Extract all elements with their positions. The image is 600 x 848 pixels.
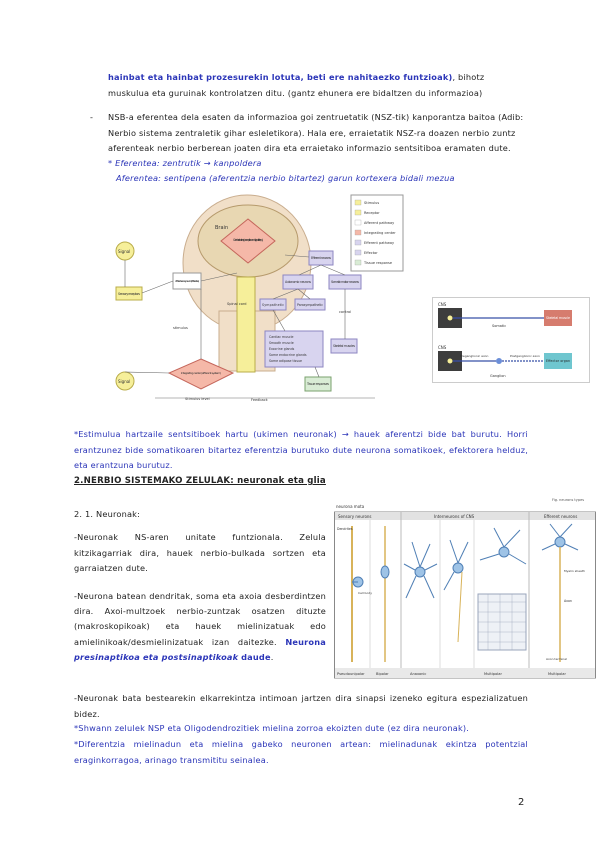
control-label: control bbox=[339, 310, 352, 314]
legend-item: Tissue response bbox=[364, 261, 393, 265]
cns-cell-2 bbox=[448, 359, 453, 364]
effector-organ-label: Effector organ bbox=[546, 359, 570, 363]
cns-cell bbox=[448, 316, 453, 321]
ganglion-cell bbox=[496, 358, 502, 364]
neuron-type-label: Multipolar bbox=[548, 672, 566, 676]
cns-label: CNS bbox=[438, 302, 447, 307]
cns-label-2: CNS bbox=[438, 345, 447, 350]
target-item: Exocrine glands bbox=[269, 347, 295, 351]
feedback-label: Feedback bbox=[251, 398, 268, 402]
signal-top-label: Signal bbox=[118, 249, 131, 254]
neuron-type-label: Multipolar bbox=[484, 672, 502, 676]
column-header: Sensory neurons bbox=[338, 514, 372, 519]
spinal-cord-label: Spinal cord bbox=[227, 302, 247, 306]
target-item: Smooth muscle bbox=[269, 341, 294, 345]
column-header: Efferent neurons bbox=[544, 514, 578, 519]
legend-swatch bbox=[355, 240, 361, 245]
skeletal-muscles-label: Skeletal muscles bbox=[333, 344, 355, 348]
somatic-motor-label: Somatic motor neurons bbox=[331, 280, 359, 284]
page-number: 2 bbox=[518, 797, 525, 808]
autonomic-neurons-label: Autonomic neurons bbox=[285, 280, 311, 284]
target-item: Some adipose tissue bbox=[269, 359, 302, 363]
column-header: Interneurons of CNS bbox=[434, 514, 475, 519]
neuron-type-label: Bipolar bbox=[376, 672, 389, 676]
part-label: Myelin sheath bbox=[564, 569, 585, 573]
nsb-note-afferent: Aferentea: sentipena (aferentzia nerbio bitartez) garun kortexera bidali mezua bbox=[116, 173, 455, 183]
stimulus-label-left: stimulus bbox=[173, 326, 188, 330]
preganglionic-label: Preganglionic axon bbox=[460, 354, 489, 358]
part-label: Axon bbox=[564, 599, 572, 603]
section-heading: 2.NERBIO SISTEMAKO ZELULAK: neuronak eta glia bbox=[74, 476, 326, 486]
neuron-label: Neurona bbox=[285, 636, 326, 647]
figure2-top-right-note: Fig. neurons types bbox=[552, 498, 585, 502]
brain-center-text: Cerebral cortex (perception and signal interp.) bbox=[233, 238, 264, 242]
efferent-neurons-label: Efferent neurons bbox=[311, 256, 331, 260]
paragraph-neurons-unit: -Neuronak NS-aren unitate funtzionala. Zelula kitzikagarriak dira, hauek nerbio-bulkada sortzen eta garraiatzen dute. bbox=[74, 532, 326, 573]
legend-item: Effector bbox=[364, 251, 378, 255]
paragraph-myelin-difference: *Diferentzia mielinadun eta mielina gabeko neuronen artean: mielinadunak ekintza potentzial eraginkorragoa, arinago transmititu seinalea. bbox=[74, 739, 528, 765]
legend-item: Stimulus bbox=[364, 201, 380, 205]
figure2-frame bbox=[335, 512, 596, 678]
target-item: Some endocrine glands bbox=[269, 353, 307, 357]
target-item: Cardiac muscle bbox=[269, 335, 294, 339]
pathway-panel-diagram bbox=[432, 297, 590, 383]
integrating-center-bottom-label: Integrating center (efferent system) bbox=[181, 371, 221, 375]
part-label: Cell body bbox=[358, 591, 372, 595]
figure2-corner-label: neurona mota bbox=[336, 504, 365, 509]
tissue-responses-label: Tissue responses bbox=[307, 382, 329, 386]
paragraph-synapse: -Neuronak bata bestearekin elkarrekintza intimoan jartzen dira sinapsi izeneko egitura espezializatuen bidez. bbox=[74, 693, 528, 719]
afferent-neuron-label: Afferent sensory neuron (afferentes) bbox=[175, 279, 200, 283]
neuron-types-diagram bbox=[334, 498, 596, 680]
legend-swatch bbox=[355, 210, 361, 215]
legend-item: Integrating center bbox=[364, 231, 396, 235]
pre-post-synaptic: presinaptikoa eta postsinaptikoak bbox=[74, 651, 239, 662]
paragraph-neuron-parts: -Neurona batean dendritak, soma eta axoia desberdintzen dira. Axoi-multzoek nerbio-zuntzak osatzen dituzte (makroskopikoak) eta hauek mielinizatuak edo amielinikoak/desmielinizatuak izan daitezke. Neurona presinaptikoa eta postsinaptikoak daude. bbox=[74, 591, 326, 662]
brain-label: Brain bbox=[215, 225, 229, 231]
parasympathetic-label: Parasympathetic bbox=[297, 303, 323, 307]
nsb-note-efferent: * Eferentea: zentrutik → kanpoldera bbox=[108, 158, 262, 168]
legend-swatch bbox=[355, 230, 361, 235]
neuron-daude: daude bbox=[241, 651, 271, 662]
legend-swatch bbox=[355, 250, 361, 255]
neuron-type-label: Anaxonic bbox=[410, 672, 427, 676]
nervous-system-diagram bbox=[115, 193, 407, 405]
part-label: Axon terminal bbox=[546, 657, 567, 661]
intro-black-text: , bihotz muskulua eta guruinak kontrolatzen ditu. (gantz ehunera ere bidaltzen du informazioa) bbox=[108, 72, 485, 98]
signal-bottom-label: Signal bbox=[118, 379, 131, 384]
legend-swatch bbox=[355, 200, 361, 205]
legend-item: Receptor bbox=[364, 211, 380, 215]
part-label: Dendrites bbox=[337, 527, 353, 531]
postganglionic-label: Postganglionic axon bbox=[510, 354, 540, 358]
sympathetic-label: Sympathetic bbox=[262, 303, 284, 307]
paragraph-myelin-producers: *Shwann zelulek NSP eta Oligodendrozitiek mielina zorroa ekoizten dute (ez dira neuronak). bbox=[74, 723, 470, 733]
sensory-receptors-label: Sensory receptors bbox=[118, 292, 140, 296]
nsb-paragraph: NSB-a eferentea dela esaten da informazioa goi zentruetatik (NSZ-tik) kanporantza baitoa (Adib: Nerbio sistema zentraletik gihar esleletikora). Hala ere, erraietatik NSZ-ra doazen nerbio zuntz aferenteak nerbio berberean joaten dira eta erraietako informazio sentsitiboa eramaten dute. bbox=[108, 112, 524, 153]
ganglion-label: Ganglion bbox=[490, 374, 506, 378]
intro-blue-text: hainbat eta hainbat prozesurekin lotuta, beti ere nahitaezko funtzioak) bbox=[108, 72, 453, 82]
somatic-label: Somatic bbox=[492, 324, 507, 328]
intro-paragraph bbox=[108, 70, 528, 101]
skeletal-muscle-label: Skeletal muscle bbox=[546, 316, 570, 320]
legend-item: Afferent pathway bbox=[364, 221, 395, 225]
bullet-dash: - bbox=[90, 112, 94, 122]
legend-swatch bbox=[355, 260, 361, 265]
legend-swatch bbox=[355, 220, 361, 225]
spinal-cord-shape bbox=[237, 277, 255, 372]
neuron-parts-text: -Neurona batean dendritak, soma eta axoia desberdintzen dira. Axoi-multzoek nerbio-zuntzak osatzen dituzte (makroskopikoak) eta hauek mielinizatuak edo amielinikoak/desmielinizatuak izan daitezke. bbox=[74, 591, 326, 647]
subheading: 2. 1. Neuronak: bbox=[74, 509, 141, 519]
stimulus-bottom-label: Stimulus level bbox=[185, 397, 210, 401]
stimulus-paragraph: *Estimulua hartzaile sentsitiboek hartu (ukimen neuronak) → hauek aferentzi bide bat burutu. Horri erantzunez bide somatikoaren bitartez eferentzia burutuko dute neurona somatikoek, efektorera helduz, eta erantzuna burutuz. bbox=[74, 429, 528, 470]
neuron-type-label: Pseudounipolar bbox=[337, 672, 365, 676]
legend-item: Efferent pathway bbox=[364, 241, 395, 245]
